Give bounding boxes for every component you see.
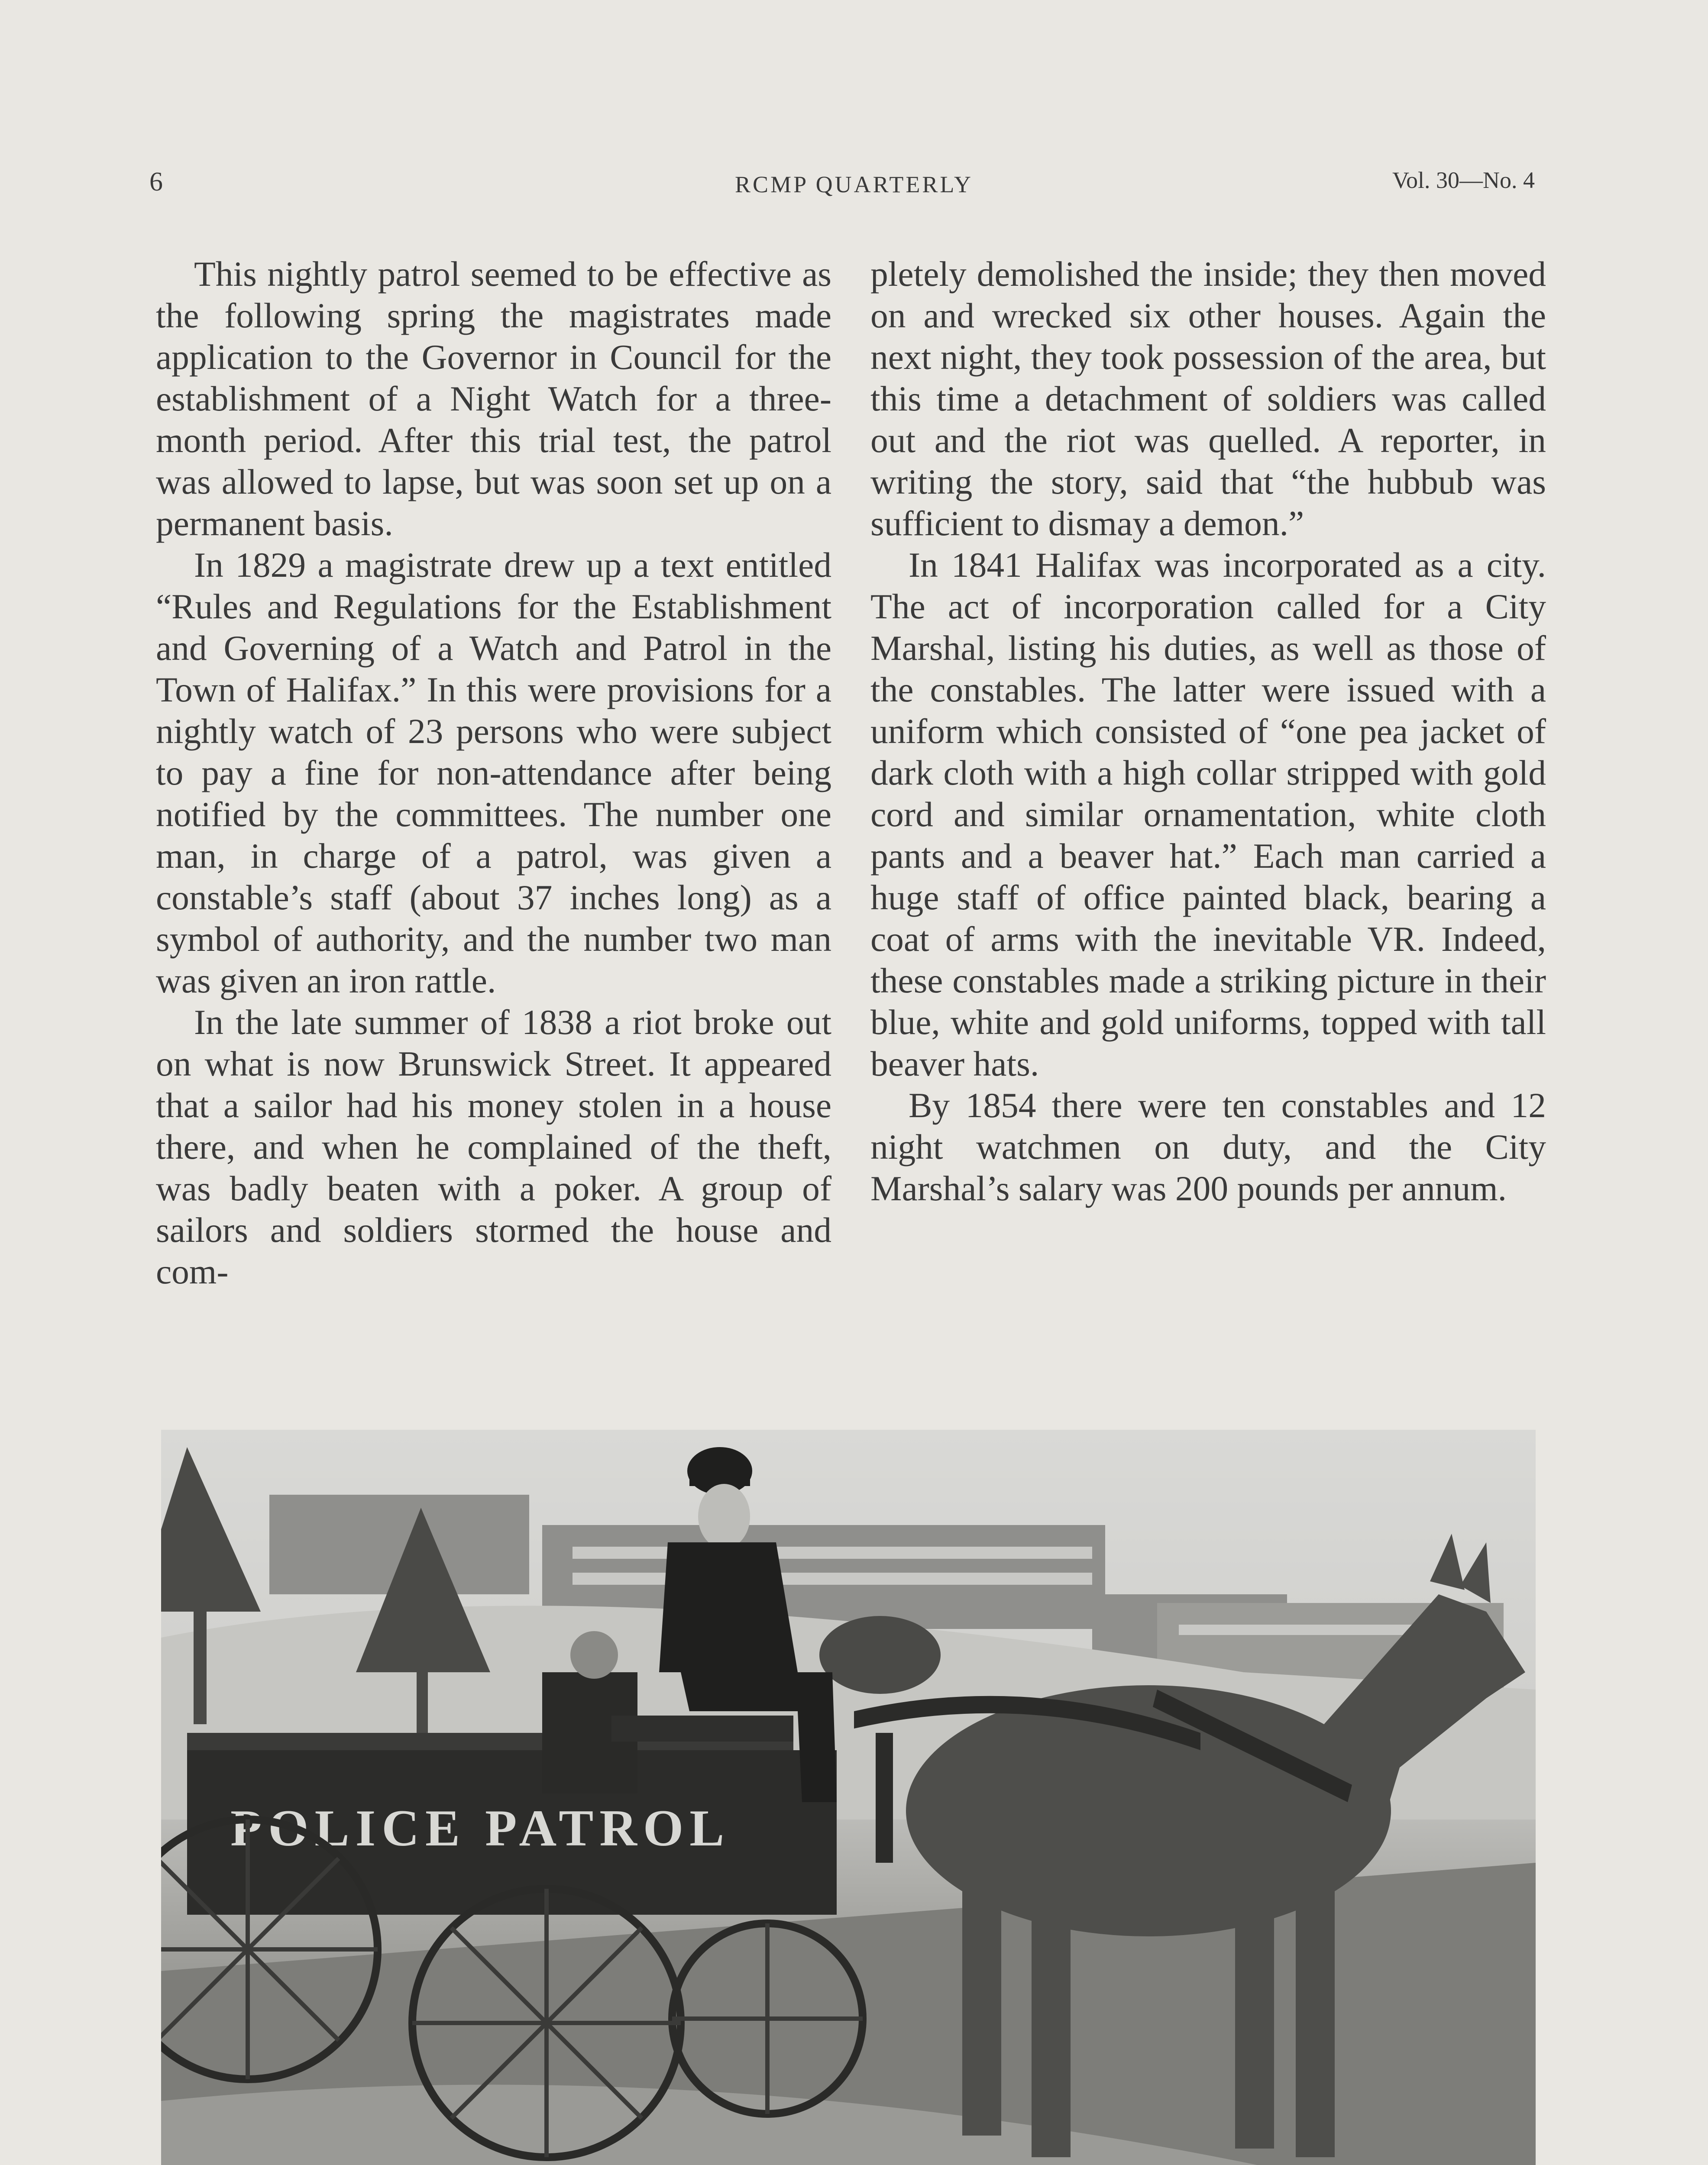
paragraph: This nightly patrol seemed to be effective as the following spring the magistrates made application to the Governor in Council for the establishment of a Night Watch for a three-month period. After this trial test, the patrol was allowed to lapse, but was soon set up on a permanent basis. xyxy=(156,254,831,543)
right-column xyxy=(870,253,1546,1209)
wagon-lettering: POLICE PATROL xyxy=(230,1799,731,1857)
left-column xyxy=(156,253,831,1293)
paragraph: In 1841 Halifax was incorporated as a city. The act of incorporation called for a City Marshal, listing his duties, as well as those of the constables. The latter were issued with a uniform which consisted of “one pea jacket of dark cloth with a high collar stripped with gold cord and similar ornamentation, white cloth pants and a beaver hat.” Each man carried a huge staff of office painted black, bearing a coat of arms with the inevitable VR. Indeed, these constables made a striking picture in their blue, white and gold uniforms, topped with tall beaver hats. xyxy=(870,545,1546,1083)
paragraph: In the late summer of 1838 a riot broke out on what is now Brunswick Street. It appeared that a sailor had his money stolen in a house there, and when he complained of the theft, was badly beaten with a poker. A group of sailors and soldiers stormed the house and com- xyxy=(156,1002,831,1291)
paragraph: By 1854 there were ten constables and 12 night watchmen on duty, and the City Marshal’s salary was 200 pounds per annum. xyxy=(870,1086,1546,1208)
page-header xyxy=(0,167,1708,210)
photo-illustration xyxy=(161,1430,1536,2165)
paragraph: pletely demolished the inside; they then moved on and wrecked six other houses. Again the next night, they took possession of the area, but this time a detachment of soldiers was called out and the riot was quelled. A reporter, in writing the story, said that “the hubbub was sufficient to dismay a demon.” xyxy=(870,254,1546,543)
patrol-wagon-photo xyxy=(161,1430,1536,2165)
page-number: 6 xyxy=(149,167,163,197)
paragraph: In 1829 a magistrate drew up a text entitled “Rules and Regulations for the Establishment and Governing of a Watch and Patrol in the Town of Halifax.” In this were provisions for a nightly watch of 23 persons who were subject to pay a fine for non-attendance after being notified by the committees. The number one man, in charge of a patrol, was given a constable’s staff (about 37 inches long) as a symbol of authority, and the number two man was given an iron rattle. xyxy=(156,545,831,1000)
publication-title: RCMP QUARTERLY xyxy=(735,171,973,197)
volume-issue: Vol. 30—No. 4 xyxy=(1392,167,1535,193)
